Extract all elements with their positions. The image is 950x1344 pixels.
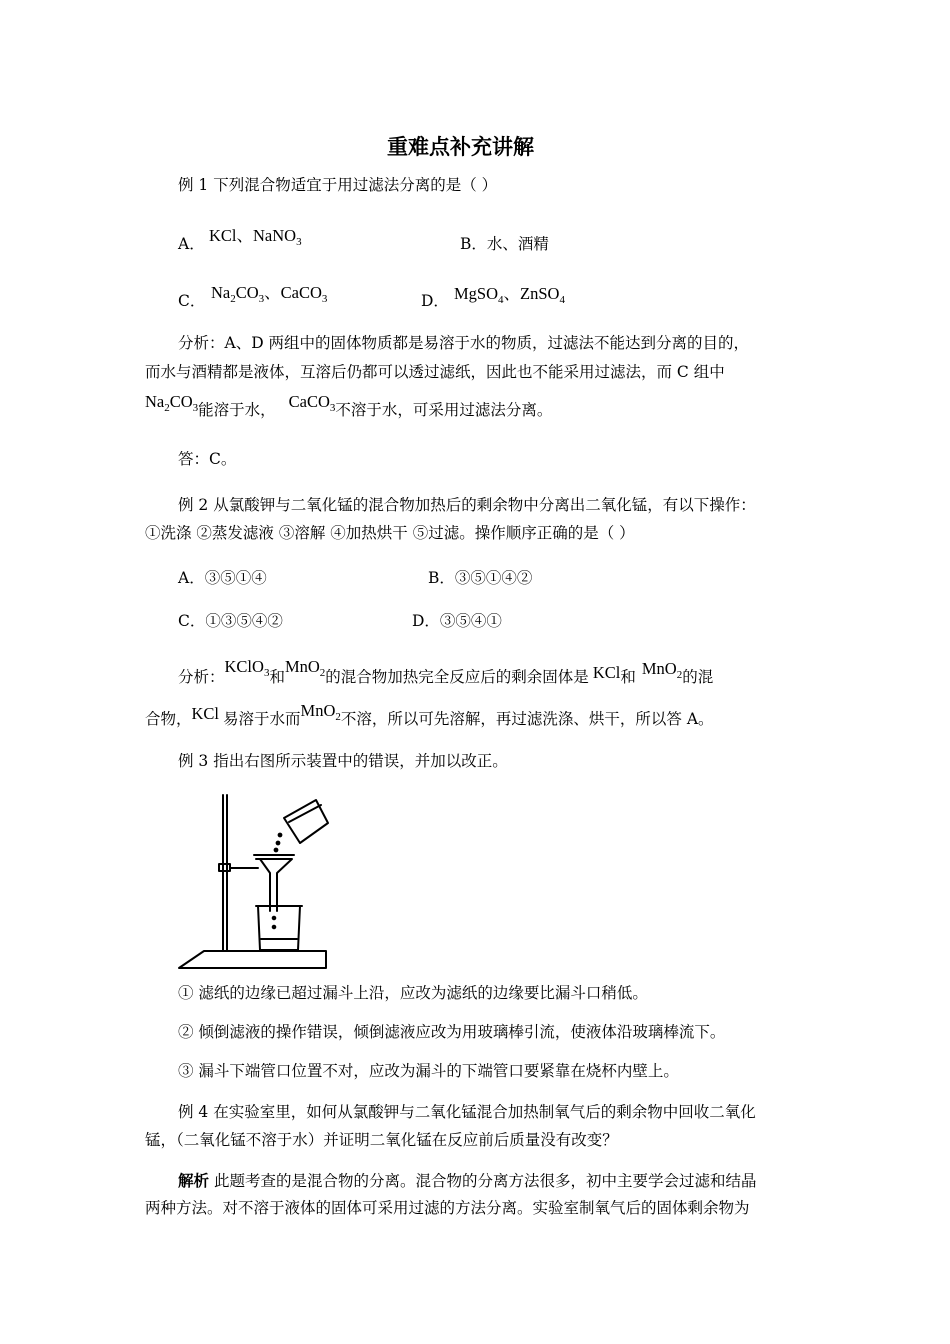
- option-a-label: A．: [178, 235, 205, 253]
- example-1-analysis-line-2: 而水与酒精都是液体，互溶后仍都可以透过滤纸，因此也不能采用过滤法，而 C 组中: [145, 363, 725, 381]
- example-3-error-1: ① 滤纸的边缘已超过漏斗上沿，应改为滤纸的边缘要比漏斗口稍低。: [178, 984, 648, 1002]
- example-3-error-3: ③ 漏斗下端管口位置不对，应改为漏斗的下端管口要紧靠在烧杯内壁上。: [178, 1062, 679, 1080]
- example-2-analysis-line-2: 合物，KCl 易溶于水而MnO$_2$不溶，所以可先溶解，再过滤洗涤、烘干，所以答 A。: [145, 701, 714, 728]
- option-c-formula: $Na_2CO_3$、CaCO$_3$: [211, 283, 328, 305]
- option-a-formula: KCl、NaNO$_3$: [209, 226, 302, 248]
- example-3-question: 例 3 指出右图所示装置中的错误，并加以改正。: [178, 752, 508, 770]
- analysis-label: 解析: [178, 1171, 210, 1190]
- option-d-formula: MgSO$_4$、ZnSO$_4$: [454, 284, 565, 306]
- example-2-option-d: D．③⑤④①: [412, 612, 502, 630]
- example-2-option-c: C．①③⑤④②: [178, 612, 283, 630]
- example-4-analysis-line-1: 解析 此题考查的是混合物的分离。混合物的分离方法很多，初中主要学会过滤和结晶: [178, 1171, 757, 1190]
- example-4-question-line-1: 例 4 在实验室里，如何从氯酸钾与二氧化锰混合加热制氧气后的剩余物中回收二氧化: [178, 1103, 756, 1121]
- example-4-analysis-line-2: 两种方法。对不溶于液体的固体可采用过滤的方法分离。实验室制氧气后的固体剩余物为: [145, 1199, 750, 1217]
- example-2-option-b: B．③⑤①④②: [428, 569, 533, 587]
- page-title: 重难点补充讲解: [387, 135, 534, 159]
- example-4-question-line-2: 锰，（二氧化锰不溶于水）并证明二氧化锰在反应前后质量没有改变？: [145, 1131, 618, 1149]
- option-b: B．水、酒精: [460, 235, 549, 253]
- example-1-answer: 答：C。: [178, 450, 237, 468]
- example-1-question: 例 1 下列混合物适宜于用过滤法分离的是（ ）: [178, 176, 498, 194]
- example-2-analysis-line-1: 分析：KClO$_3$和MnO$_2$的混合物加热完全反应后的剩余固体是 KCl和 MnO$_2$的混: [178, 657, 714, 686]
- example-2-question-line-1: 例 2 从氯酸钾与二氧化锰的混合物加热后的剩余物中分离出二氧化锰，有以下操作：: [178, 496, 756, 514]
- example-1-analysis-line-3: $Na_2CO_3$能溶于水， CaCO$_3$不溶于水，可采用过滤法分离。: [145, 392, 553, 419]
- filtration-apparatus-figure: [176, 793, 336, 973]
- option-d-label: D．: [421, 292, 449, 310]
- example-3-error-2: ② 倾倒滤液的操作错误，倾倒滤液应改为用玻璃棒引流，使液体沿玻璃棒流下。: [178, 1023, 726, 1041]
- example-2-option-a: A．③⑤①④: [178, 569, 267, 587]
- example-2-question-line-2: ①洗涤 ②蒸发滤液 ③溶解 ④加热烘干 ⑤过滤。操作顺序正确的是（ ）: [145, 524, 635, 542]
- option-c-label: C．: [178, 292, 206, 310]
- example-1-analysis-line-1: 分析：A、D 两组中的固体物质都是易溶于水的物质，过滤法不能达到分离的目的，: [178, 334, 750, 352]
